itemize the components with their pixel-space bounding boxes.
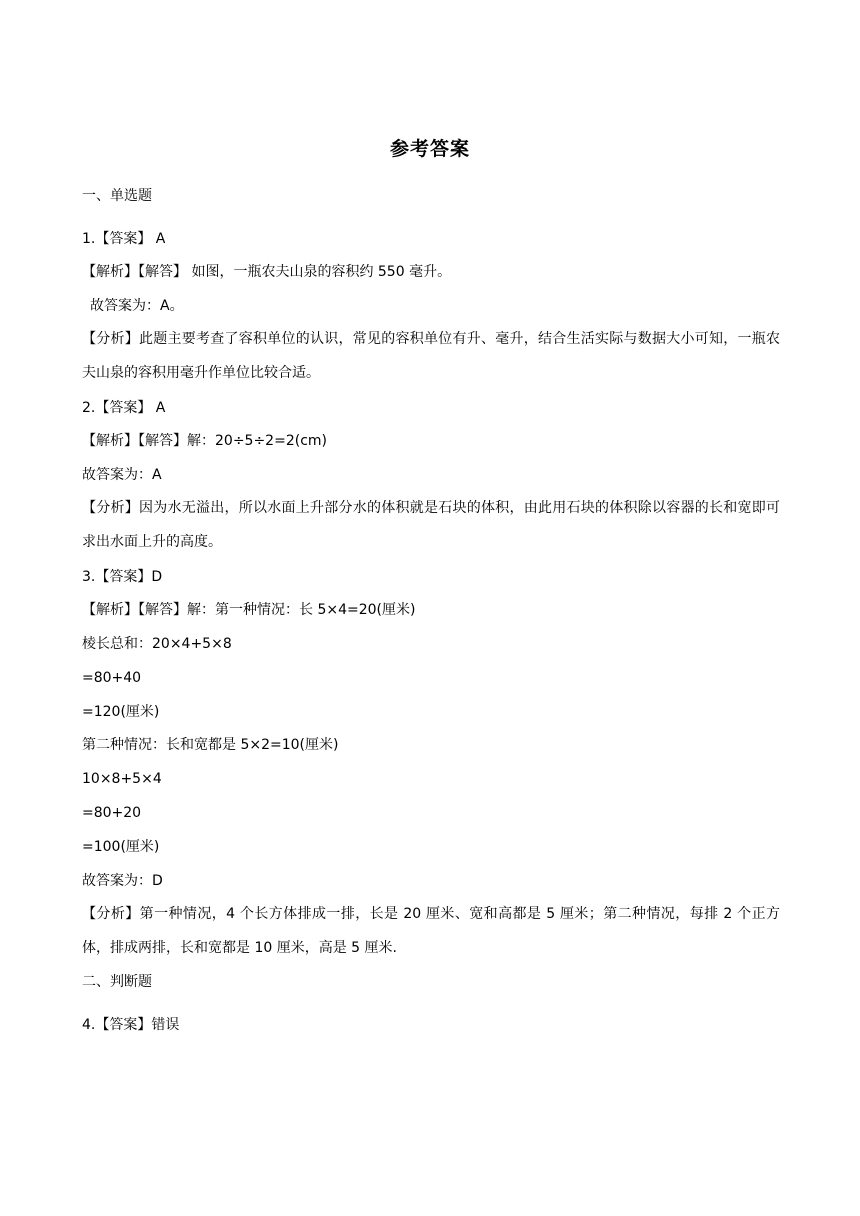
q1-conclusion: 故答案为：A。: [90, 298, 184, 314]
q2-answer: 2.【答案】 A: [82, 400, 166, 416]
q3-step: =100(厘米): [82, 839, 160, 855]
q3-answer: 3.【答案】D: [82, 569, 163, 585]
q3-step: =80+40: [82, 670, 142, 686]
q1-analysis: 【解析】【解答】 如图，一瓶农夫山泉的容积约 550 毫升。: [82, 264, 452, 280]
q1-comment: 【分析】此题主要考查了容积单位的认识，常见的容积单位有升、毫升，结合生活实际与数据大小可知，一瓶农夫山泉的容积用毫升作单位比较合适。: [82, 331, 780, 381]
q3-step: 10×8+5×4: [82, 771, 162, 787]
q3-step: =80+20: [82, 805, 142, 821]
section-heading-true-false: 二、判断题: [82, 974, 152, 990]
section-heading-single-choice: 一、单选题: [82, 188, 152, 204]
q2-comment: 【分析】因为水无溢出，所以水面上升部分水的体积就是石块的体积，由此用石块的体积除以容器的长和宽即可求出水面上升的高度。: [82, 500, 780, 550]
page-title: 参考答案: [389, 138, 470, 160]
q3-step: 第二种情况：长和宽都是 5×2=10(厘米): [82, 737, 339, 753]
q3-comment: 【分析】第一种情况，4 个长方体排成一排，长是 20 厘米、宽和高都是 5 厘米；第二种情况，每排 2 个正方体，排成两排，长和宽都是 10 厘米，高是 5 厘米.: [82, 906, 780, 956]
q3-conclusion: 故答案为：D: [82, 873, 163, 889]
q4-answer: 4.【答案】错误: [82, 1017, 180, 1033]
q3-step: 棱长总和：20×4+5×8: [82, 636, 232, 652]
q2-analysis: 【解析】【解答】解：20÷5÷2=2(cm): [82, 433, 327, 449]
q3-step: =120(厘米): [82, 704, 160, 720]
q3-analysis: 【解析】【解答】解：第一种情况：长 5×4=20(厘米): [82, 602, 416, 618]
q1-answer: 1.【答案】 A: [82, 231, 166, 247]
q2-conclusion: 故答案为：A: [82, 467, 162, 483]
